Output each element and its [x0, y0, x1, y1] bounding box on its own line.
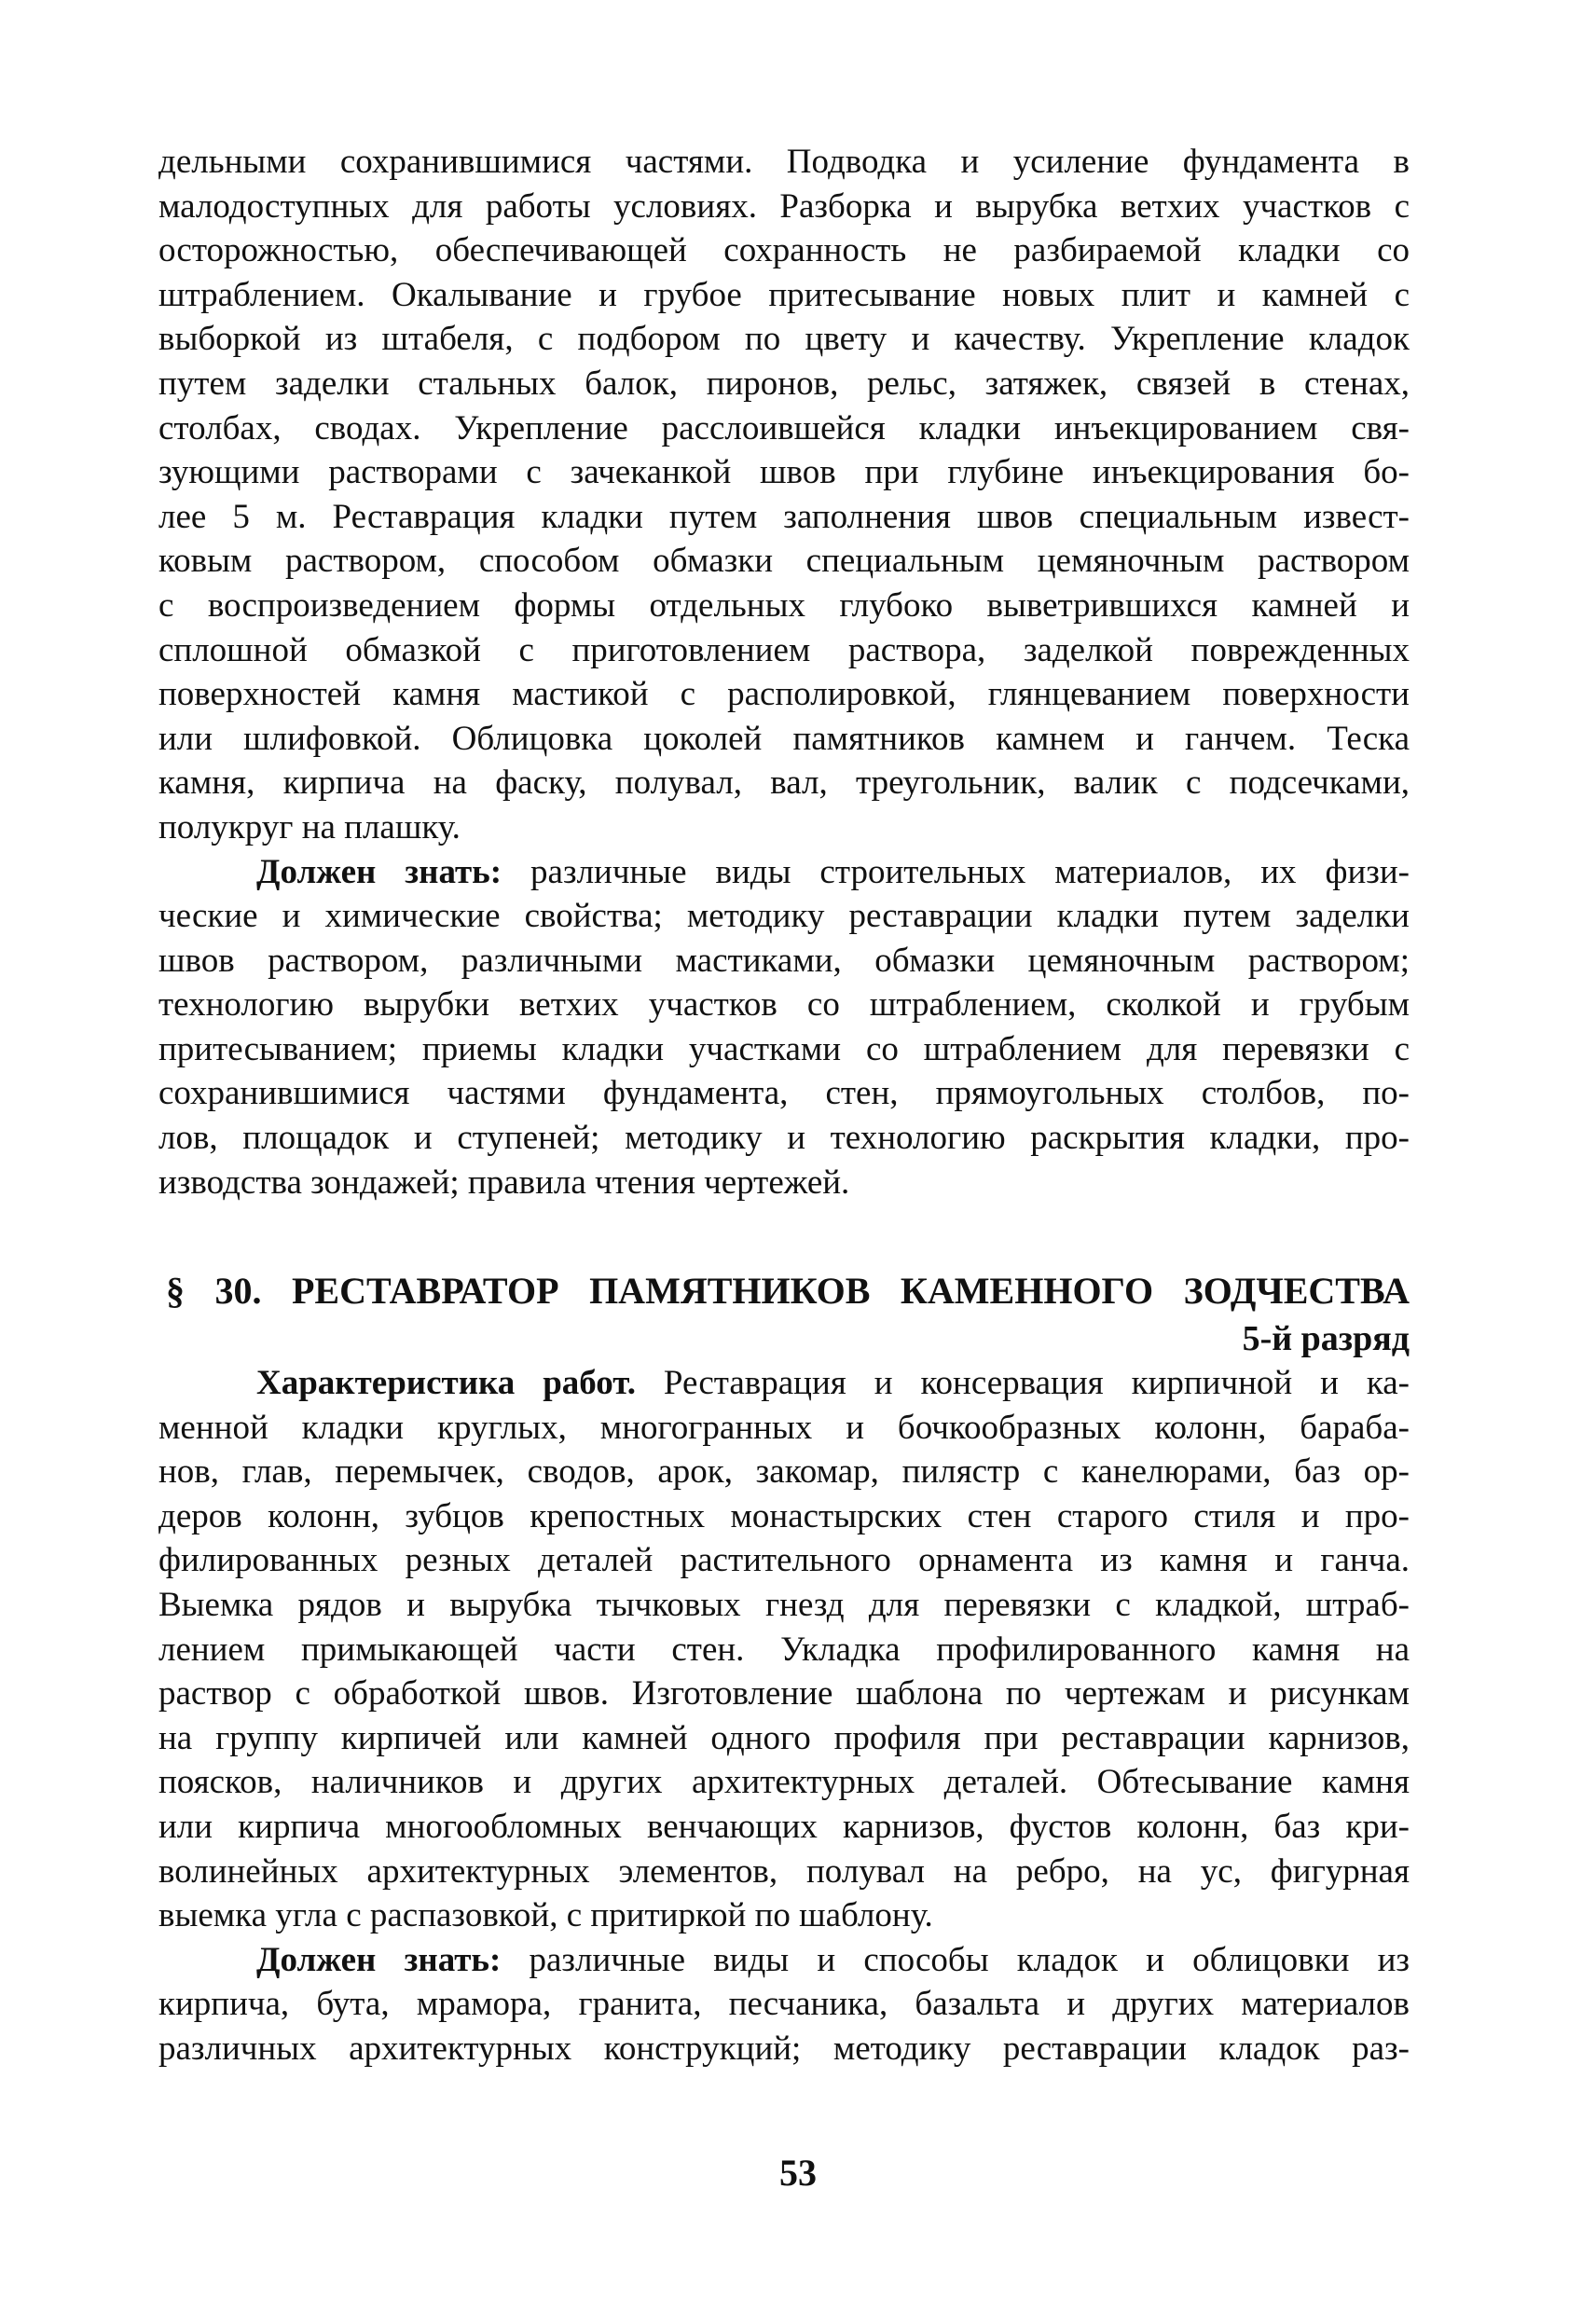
text-line: филированных резных деталей растительного орнамента из камня и ганча. [158, 1541, 1410, 1580]
text-line: выемка угла с распазовкой, с притиркой по шаблону. [158, 1896, 933, 1935]
text-line: изводства зондажей; правила чтения чертежей. [158, 1163, 850, 1202]
text-line: Выемка рядов и вырубка тычковых гнезд для перевязки с кладкой, штраб- [158, 1585, 1410, 1624]
text-line: ковым раствором, способом обмазки специальным цемяночным раствором [158, 542, 1410, 581]
text-line: на группу кирпичей или камней одного профиля при реставрации карнизов, [158, 1718, 1410, 1757]
text-line: путем заделки стальных балок, пиронов, рельс, затяжек, связей в стенах, [158, 364, 1410, 403]
text-line: дельными сохранившимися частями. Подводка и усиление фундамента в [158, 143, 1410, 181]
text-line: притесыванием; приемы кладки участками со штраблением для перевязки с [158, 1029, 1410, 1068]
text-line: или кирпича многообломных венчающих карнизов, фустов колонн, баз кри- [158, 1807, 1410, 1846]
text-line: с воспроизведением формы отдельных глубоко выветрившихся камней и [158, 585, 1410, 625]
text-line: нов, глав, перемычек, сводов, арок, закомар, пилястр с канелюрами, баз ор- [158, 1452, 1410, 1492]
text-line: лов, площадок и ступеней; методику и технологию раскрытия кладки, про- [158, 1119, 1410, 1158]
grade-label: 5-й разряд [1242, 1319, 1410, 1358]
characteristics-label: Характеристика работ. [256, 1364, 636, 1402]
text-line: лее 5 м. Реставрация кладки путем заполнения швов специальным извест- [158, 497, 1410, 536]
text-line: швов раствором, различными мастиками, обмазки цемяночным раствором; [158, 941, 1410, 980]
characteristics-text: Реставрация и консервация кирпичной и ка- [635, 1364, 1410, 1402]
text-line: поясков, наличников и других архитектурных деталей. Обтесывание камня [158, 1763, 1410, 1802]
text-line: камня, кирпича на фаску, полувал, вал, треугольник, валик с подсечками, [158, 764, 1410, 803]
text-line: осторожностью, обеспечивающей сохранность не разбираемой кладки со [158, 231, 1410, 270]
text-line: волинейных архитектурных элементов, полувал на ребро, на ус, фигурная [158, 1851, 1410, 1891]
must-know-label: Должен знать: [256, 852, 502, 891]
text-line: поверхностей камня мастикой с располировкой, глянцеванием поверхности [158, 675, 1410, 714]
section-heading: § 30. РЕСТАВРАТОР ПАМЯТНИКОВ КАМЕННОГО ЗОДЧЕСТВА [166, 1270, 1410, 1312]
text-line: кирпича, бута, мрамора, гранита, песчаника, базальта и других материалов [158, 1985, 1410, 2024]
text-line: лением примыкающей части стен. Укладка профилированного камня на [158, 1630, 1410, 1669]
text-line: сплошной обмазкой с приготовлением раствора, заделкой поврежденных [158, 630, 1410, 669]
text-line: выборкой из штабеля, с подбором по цвету и качеству. Укрепление кладок [158, 320, 1410, 359]
body-text-lower [158, 1361, 1410, 2071]
characteristics-first-line [158, 1361, 1410, 1406]
text-line: ческие и химические свойства; методику реставрации кладки путем заделки [158, 897, 1410, 936]
text-line: или шлифовкой. Облицовка цоколей памятников камнем и ганчем. Теска [158, 719, 1410, 758]
text-line: малодоступных для работы условиях. Разборка и вырубка ветхих участков с [158, 186, 1410, 226]
text-line: штраблением. Окалывание и грубое притесывание новых плит и камней с [158, 275, 1410, 314]
must-know-first-line [158, 850, 1410, 895]
text-line: раствор с обработкой швов. Изготовление шаблона по чертежам и рисункам [158, 1674, 1410, 1713]
text-line: сохранившимися частями фундамента, стен, прямоугольных столбов, по- [158, 1074, 1410, 1113]
text-line: полукруг на плашку. [158, 807, 461, 846]
text-line: менной кладки круглых, многогранных и бочкообразных колонн, бараба- [158, 1408, 1410, 1447]
must-know-first-line [158, 1938, 1410, 1983]
body-text-upper [158, 140, 1410, 1204]
text-line: различных архитектурных конструкций; методику реставрации кладок раз- [158, 2029, 1410, 2068]
page-number: 53 [779, 2152, 817, 2194]
text-line: зующими растворами с зачеканкой швов при глубине инъекцирования бо- [158, 453, 1410, 492]
text-line: деров колонн, зубцов крепостных монастырских стен старого стиля и про- [158, 1496, 1410, 1535]
text-line: технологию вырубки ветхих участков со штраблением, сколкой и грубым [158, 985, 1410, 1025]
must-know-text: различные виды и способы кладок и облицовки из [501, 1940, 1410, 1979]
must-know-label: Должен знать: [256, 1940, 502, 1979]
text-line: столбах, сводах. Укрепление расслоившейся кладки инъекцированием свя- [158, 408, 1410, 447]
must-know-text: различные виды строительных материалов, их физи- [502, 852, 1410, 891]
